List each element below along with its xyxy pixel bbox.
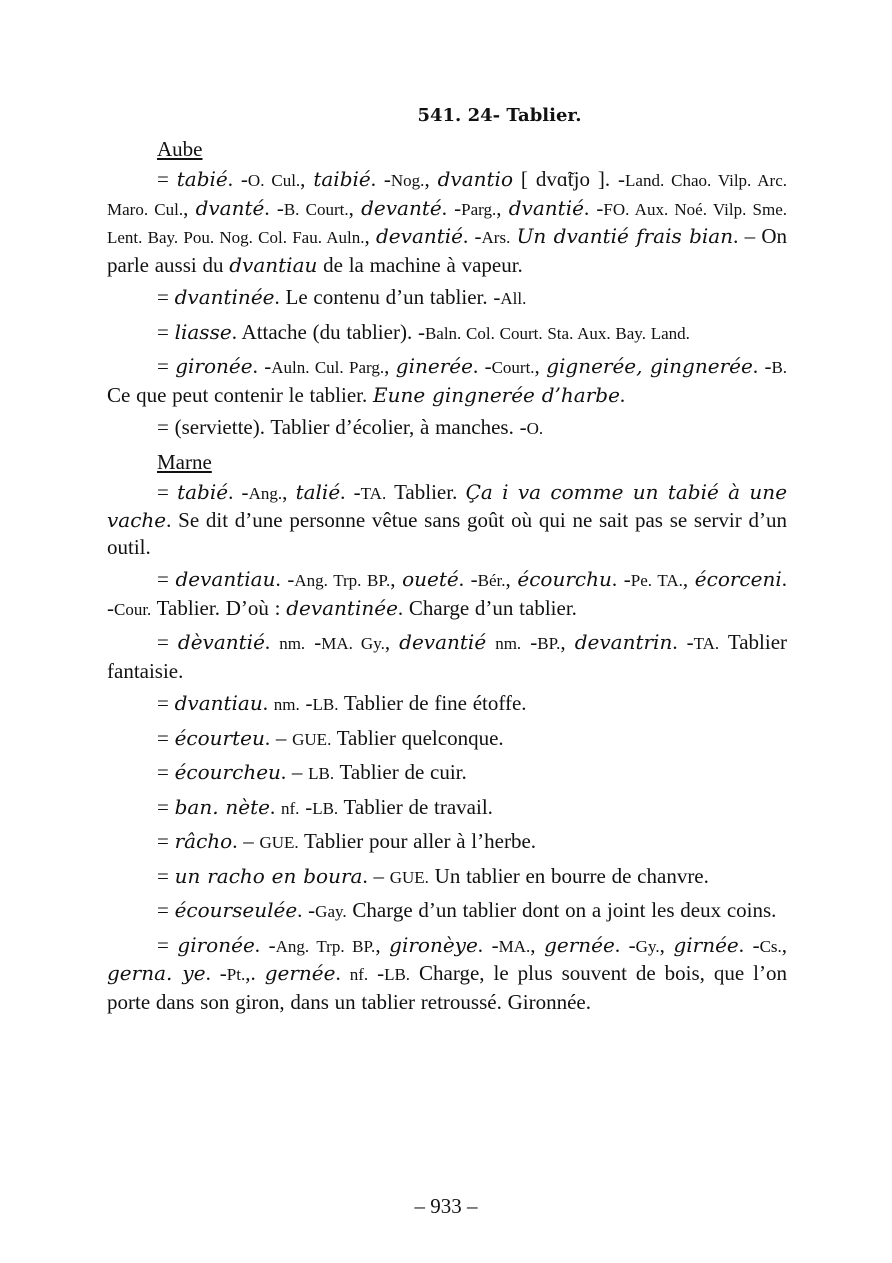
dialect-term: gernée bbox=[264, 961, 336, 985]
entry-paragraph bbox=[107, 897, 787, 926]
entry-text: . - bbox=[463, 224, 482, 248]
locality-abbrev: nf. bbox=[349, 965, 369, 984]
locality-abbrev: TA. bbox=[693, 634, 720, 653]
entry-text: . bbox=[270, 794, 282, 819]
locality-abbrev: Cour. bbox=[114, 599, 152, 619]
locality-abbrev: GUE. bbox=[292, 729, 332, 749]
dialect-term: devanté bbox=[361, 195, 442, 220]
entry-text: . - bbox=[254, 932, 276, 957]
dialect-term: gerna. ye bbox=[107, 961, 206, 985]
entry-text: . - bbox=[611, 567, 631, 591]
entry-text: , bbox=[390, 567, 403, 591]
dialect-term: ginerée bbox=[395, 354, 473, 378]
dialect-term: gernée bbox=[544, 932, 615, 957]
entry-text: . - bbox=[458, 567, 478, 591]
entry-text: . – bbox=[362, 863, 390, 888]
entry-paragraph bbox=[107, 166, 787, 278]
region-heading: Marne bbox=[157, 449, 212, 474]
entry-paragraph bbox=[107, 794, 787, 823]
entry-text: = bbox=[157, 725, 175, 750]
entry-text: = bbox=[157, 567, 176, 591]
entry-text bbox=[486, 630, 495, 654]
dialect-term: Un dvantié frais bian bbox=[516, 224, 734, 248]
entry-text: = bbox=[157, 932, 178, 957]
entry-text: = bbox=[157, 354, 176, 378]
locality-abbrev: nm. bbox=[495, 634, 522, 653]
locality-abbrev: Gy. bbox=[635, 936, 660, 956]
entry-text: = bbox=[157, 794, 175, 819]
dialect-term: dvantinée bbox=[174, 285, 275, 309]
page-body bbox=[107, 104, 787, 1021]
locality-abbrev: LB. bbox=[308, 764, 335, 783]
entry-text: = bbox=[157, 829, 175, 853]
dialect-term: écorceni bbox=[694, 567, 782, 591]
locality-abbrev: LB. bbox=[384, 965, 411, 984]
locality-abbrev: Nog. bbox=[390, 171, 425, 190]
entry-paragraph bbox=[107, 566, 787, 623]
dialect-term: écourteu bbox=[174, 725, 265, 750]
dialect-term: écourchu bbox=[517, 567, 612, 591]
page-title: 541. 24- Tablier. bbox=[417, 105, 582, 126]
dialect-term: taibié bbox=[313, 167, 371, 191]
entry-text: , bbox=[682, 567, 695, 591]
entry-text: . - bbox=[441, 195, 462, 220]
entry-text: . - bbox=[297, 898, 316, 922]
entry-text: , bbox=[560, 630, 575, 654]
entry-paragraph bbox=[107, 725, 787, 754]
locality-abbrev: All. bbox=[500, 289, 527, 308]
section-marne bbox=[107, 449, 787, 1016]
locality-abbrev: B. Court. bbox=[283, 199, 349, 219]
locality-abbrev: Auln. Cul. Parg. bbox=[271, 358, 385, 377]
locality-abbrev: O. Cul. bbox=[247, 171, 301, 190]
entry-text: = bbox=[157, 898, 175, 922]
entry-text: = bbox=[157, 479, 178, 504]
entry-text: . - bbox=[672, 630, 694, 654]
entry-text: - bbox=[299, 691, 313, 715]
entry-text: . - bbox=[252, 354, 272, 378]
entry-text: Tablier de travail. bbox=[338, 794, 493, 819]
entry-text: . – On parle aussi du bbox=[107, 224, 787, 277]
locality-abbrev: nm. bbox=[273, 695, 300, 714]
entry-text: - bbox=[368, 961, 385, 985]
locality-abbrev: Ang. Trp. BP. bbox=[275, 936, 376, 956]
dialect-term: un racho en boura bbox=[174, 863, 363, 888]
dialect-term: dvantié bbox=[508, 195, 584, 220]
locality-abbrev: GUE. bbox=[259, 833, 299, 852]
dialect-term: devantrin bbox=[574, 630, 673, 654]
entry-paragraph bbox=[107, 284, 787, 313]
entry-text: , bbox=[282, 479, 296, 504]
entry-text: Ce que peut contenir le tablier. bbox=[107, 382, 373, 407]
entry-text: , bbox=[348, 195, 362, 220]
entry-text: Tablier de cuir. bbox=[334, 760, 467, 784]
entry-text: . – bbox=[264, 725, 293, 750]
entry-paragraph bbox=[107, 759, 787, 788]
section-aube bbox=[107, 136, 787, 443]
entry-text: . - bbox=[205, 961, 227, 985]
locality-abbrev: GUE. bbox=[389, 867, 429, 887]
entry-paragraph bbox=[107, 690, 787, 719]
locality-abbrev: MA. Gy. bbox=[321, 634, 385, 653]
entry-paragraph bbox=[107, 353, 787, 408]
entry-text: , bbox=[183, 195, 196, 220]
entry-paragraph bbox=[107, 629, 787, 684]
locality-abbrev: nm. bbox=[279, 634, 306, 653]
entry-text: . - bbox=[264, 195, 284, 220]
locality-abbrev: LB. bbox=[312, 798, 339, 818]
dialect-term: râcho bbox=[174, 829, 233, 853]
entry-text: . bbox=[619, 382, 626, 407]
dialect-term: dvantiau bbox=[174, 691, 263, 715]
entry-text: - bbox=[521, 630, 538, 654]
entry-paragraph bbox=[107, 932, 787, 1016]
locality-abbrev: O. bbox=[526, 419, 544, 438]
entry-text: Tablier pour aller à l’herbe. bbox=[298, 829, 537, 853]
entry-text: de la machine à vapeur. bbox=[317, 252, 523, 277]
entry-text: , bbox=[781, 932, 788, 957]
entry-text: , bbox=[534, 354, 547, 378]
entry-text: . Le contenu d’un tablier. - bbox=[274, 285, 501, 309]
entry-text: . - bbox=[752, 354, 772, 378]
entry-text: Tablier de fine étoffe. bbox=[338, 691, 527, 715]
dialect-term: devantié bbox=[376, 224, 464, 248]
entry-text: , bbox=[496, 195, 509, 220]
entry-text: , bbox=[530, 932, 545, 957]
dialect-term: Ça i va comme un tabié à une vache bbox=[107, 479, 788, 532]
entry-text: = bbox=[157, 691, 175, 715]
entry-text: - bbox=[305, 630, 322, 654]
entry-text: = bbox=[157, 863, 175, 888]
entry-text: , bbox=[384, 630, 400, 654]
entry-text: Tablier fantaisie. bbox=[107, 630, 788, 683]
entry-text: . Se dit d’une personne vêtue sans goût où qui ne sait pas se servir d’un outil. bbox=[107, 508, 787, 559]
locality-abbrev: nf. bbox=[281, 798, 300, 818]
entry-text: . - bbox=[614, 932, 636, 957]
entry-paragraph bbox=[107, 863, 787, 892]
entry-text: Un tablier en bourre de chanvre. bbox=[428, 863, 709, 888]
entry-text: Tablier quelconque. bbox=[331, 725, 504, 750]
dialect-term: dvanté bbox=[195, 195, 265, 220]
locality-abbrev: TA. bbox=[360, 483, 387, 503]
entry-text: . - bbox=[477, 932, 499, 957]
dialect-term: gironée bbox=[175, 354, 253, 378]
entry-text: = bbox=[157, 319, 175, 344]
entry-paragraph bbox=[107, 319, 787, 348]
locality-abbrev: Land. Chao. Vilp. Arc. Maro. Cul. bbox=[107, 171, 788, 219]
entry-text: , bbox=[505, 567, 518, 591]
locality-abbrev: FO. Aux. Noé. Vilp. Sme. Lent. Bay. Pou. Nog. Col. Fau. Auln. bbox=[107, 199, 788, 247]
dialect-term: gironée bbox=[177, 932, 255, 957]
entry-text: . - bbox=[472, 354, 492, 378]
entry-text: Tablier. D’où : bbox=[151, 595, 287, 620]
locality-abbrev: Ang. bbox=[248, 483, 283, 503]
entry-text: , bbox=[384, 354, 396, 378]
entry-text: . - bbox=[340, 479, 361, 504]
locality-abbrev: Pe. TA. bbox=[630, 571, 683, 590]
dialect-term: dèvantié bbox=[177, 630, 265, 654]
page-number: – 933 – bbox=[414, 1194, 478, 1218]
entry-text: . - bbox=[227, 167, 248, 191]
entry-paragraph bbox=[107, 479, 787, 561]
dialect-term: ban. nète bbox=[174, 794, 271, 819]
entry-text: Charge d’un tablier dont on a joint les deux coins. bbox=[346, 898, 777, 922]
locality-abbrev: Baln. Col. Court. Sta. Aux. Bay. Land. bbox=[424, 323, 690, 343]
locality-abbrev: Parg. bbox=[461, 199, 497, 219]
entry-text: . – bbox=[232, 829, 260, 853]
entry-text: . - bbox=[370, 167, 391, 191]
dialect-term: devantié bbox=[399, 630, 487, 654]
entry-text: . - bbox=[738, 932, 760, 957]
entry-paragraph bbox=[107, 414, 787, 443]
locality-abbrev: MA. bbox=[498, 936, 531, 956]
entry-text: . bbox=[262, 691, 274, 715]
dialect-term: écourseulée bbox=[174, 898, 298, 922]
dialect-term: talié bbox=[295, 479, 341, 504]
entry-text: = bbox=[157, 285, 175, 309]
locality-abbrev: Ars. bbox=[481, 228, 511, 247]
entry-text: . bbox=[335, 961, 350, 985]
entry-text: Tablier. bbox=[386, 479, 466, 504]
entry-text: = (serviette). Tablier d’écolier, à manches. - bbox=[157, 415, 527, 439]
locality-abbrev: Gay. bbox=[315, 902, 347, 921]
entry-text: . – bbox=[280, 760, 309, 784]
entry-text: , bbox=[375, 932, 390, 957]
entry-text: = bbox=[157, 167, 177, 191]
region-heading: Aube bbox=[157, 137, 203, 161]
locality-abbrev: LB. bbox=[312, 695, 339, 714]
entry-text: Charge, le plus souvent de bois, que l’on porte dans son giron, dans un tablier retroussé. Gironnée. bbox=[107, 961, 788, 1014]
entry-text: . Charge d’un tablier. bbox=[397, 595, 577, 620]
entry-paragraph bbox=[107, 828, 787, 857]
entry-text: = bbox=[157, 630, 178, 654]
dialect-term: gironèye bbox=[389, 932, 478, 957]
locality-abbrev: Court. bbox=[491, 358, 535, 377]
dialect-term: devantiau bbox=[175, 567, 276, 591]
dialect-term: tabié bbox=[177, 479, 229, 504]
dialect-term: oueté bbox=[402, 567, 459, 591]
locality-abbrev: Cs. bbox=[759, 936, 782, 956]
entry-text: [ dvɑ̃tjo ]. - bbox=[513, 167, 626, 191]
dialect-term: dvantio bbox=[437, 167, 513, 191]
locality-abbrev: Bér. bbox=[477, 571, 506, 590]
entry-text: , bbox=[300, 167, 314, 191]
dialect-term: gignerée, gingnerée bbox=[546, 354, 753, 378]
entry-text: . - bbox=[107, 567, 787, 620]
dialect-term: tabié bbox=[176, 167, 228, 191]
dialect-term: écourcheu bbox=[174, 760, 281, 784]
entry-text: - bbox=[299, 794, 313, 819]
locality-abbrev: BP. bbox=[537, 634, 561, 653]
dialect-term: dvantiau bbox=[229, 252, 318, 277]
locality-abbrev: B. bbox=[771, 358, 788, 377]
locality-abbrev: Ang. Trp. BP. bbox=[294, 571, 391, 590]
locality-abbrev: Pt. bbox=[226, 965, 246, 984]
entry-text: . Attache (du tablier). - bbox=[231, 319, 425, 344]
entry-text: . bbox=[264, 630, 280, 654]
entry-text: = bbox=[157, 760, 175, 784]
dialect-term: Eune gingnerée d’harbe bbox=[373, 382, 620, 407]
entry-text: , bbox=[364, 224, 376, 248]
dialect-term: devantinée bbox=[286, 595, 398, 620]
entry-text: . - bbox=[228, 479, 249, 504]
entry-text: , bbox=[424, 167, 438, 191]
dialect-term: liasse bbox=[174, 319, 232, 344]
dialect-term: girnée bbox=[673, 932, 739, 957]
entry-text: . - bbox=[583, 195, 604, 220]
entry-text: , bbox=[659, 932, 674, 957]
entry-text: . - bbox=[275, 567, 295, 591]
entry-text: ,. bbox=[245, 961, 265, 985]
